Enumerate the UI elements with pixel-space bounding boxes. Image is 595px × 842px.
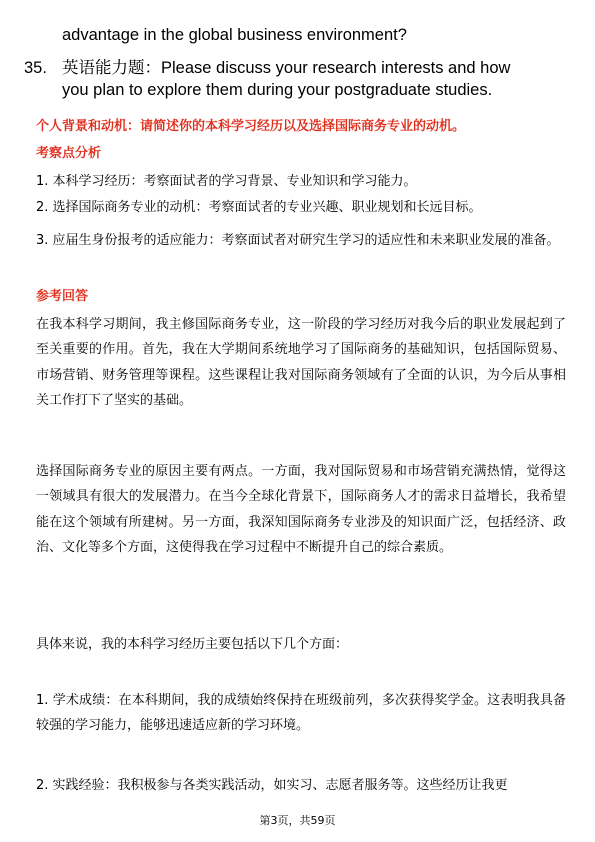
answer-paragraph: 在我本科学习期间，我主修国际商务专业，这一阶段的学习经历对我今后的职业发展起到了至关重要的作用。首先，我在大学期间系统地学习了国际商务的基础知识，包括国际贸易、市场营销、财务管理等课程。这些课程让我对国际商务领域有了全面的认识，为今后从事相关工作打下了坚实的基础。 [36, 317, 566, 408]
question-line-1 [62, 57, 510, 79]
question-text-1: Please discuss your research interests and how [161, 59, 511, 77]
question-number: 35. [24, 59, 47, 77]
answer-paragraph: 选择国际商务专业的原因主要有两点。一方面，我对国际贸易和市场营销充满热情，觉得这一领域具有很大的发展潜力。在当今全球化背景下，国际商务人才的需求日益增长，我希望能在这个领域有所建树。另一方面，我深知国际商务专业涉及的知识面广泛，包括经济、政治、文化等多个方面，这使得我在学习过程中不断提升自己的综合素质。 [36, 464, 566, 555]
prompt-heading: 个人背景和动机：请简述你的本科学习经历以及选择国际商务专业的动机。 [36, 119, 466, 134]
analysis-item: 3. 应届生身份报考的适应能力：考察面试者对研究生学习的适应性和未来职业发展的准备。 [36, 233, 560, 248]
answer-heading: 参考回答 [36, 289, 89, 304]
question-continuation: advantage in the global business environment? [62, 26, 407, 44]
analysis-item: 1. 本科学习经历：考察面试者的学习背景、专业知识和学习能力。 [36, 174, 417, 189]
answer-paragraph: 1. 学术成绩：在本科期间，我的成绩始终保持在班级前列，多次获得奖学金。这表明我具备较强的学习能力，能够迅速适应新的学习环境。 [36, 693, 566, 734]
answer-paragraph: 具体来说，我的本科学习经历主要包括以下几个方面： [36, 637, 349, 652]
answer-paragraph: 2. 实践经验：我积极参与各类实践活动，如实习、志愿者服务等。这些经历让我更 [36, 778, 508, 793]
question-text-2: you plan to explore them during your postgraduate studies. [62, 81, 493, 99]
analysis-heading: 考察点分析 [36, 146, 102, 161]
page-footer: 第3页，共59页 [259, 814, 336, 827]
question-label: 英语能力题： [62, 58, 161, 77]
analysis-item: 2. 选择国际商务专业的动机：考察面试者的专业兴趣、职业规划和长远目标。 [36, 200, 482, 215]
